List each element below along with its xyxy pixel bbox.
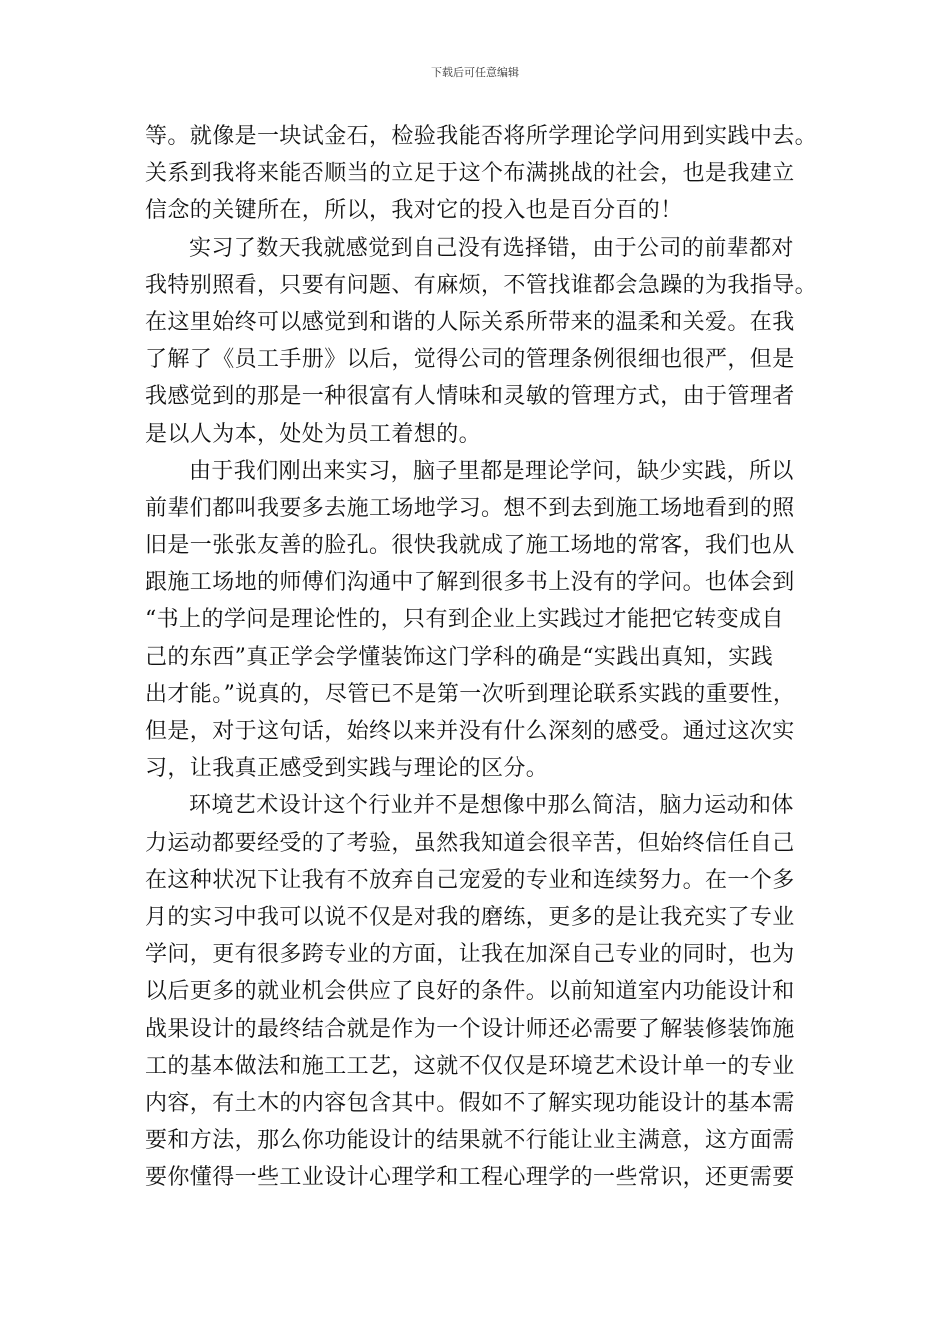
text-line: 工的基本做法和施工工艺，这就不仅仅是环境艺术设计单一的专业: [145, 1053, 795, 1079]
text-line: 是以人为本，处处为员工着想的。: [145, 421, 482, 447]
text-line: 但是，对于这句话，始终以来并没有什么深刻的感受。通过这次实: [145, 719, 795, 744]
text-line: 以后更多的就业机会供应了良好的条件。以前知道室内功能设计和: [145, 979, 795, 1005]
paragraph-start-line: 实习了数天我就感觉到自己没有选择错，由于公司的前辈都对: [189, 235, 794, 261]
text-line: 了解了《员工手册》以后，觉得公司的管理条例很细也很严，但是: [145, 347, 795, 373]
paragraph-start-line: 由于我们刚出来实习，脑子里都是理论学问，缺少实践，所以: [189, 458, 794, 484]
text-line: 己的东西”真正学会学懂装饰这门学科的确是“实践出真知，实践: [145, 644, 774, 670]
text-line: 要和方法，那么你功能设计的结果就不行能让业主满意，这方面需: [145, 1128, 795, 1154]
text-line: 出才能。”说真的，尽管已不是第一次听到理论联系实践的重要性，: [145, 681, 796, 707]
text-line: 在这种状况下让我有不放弃自己宠爱的专业和连续努力。在一个多: [145, 867, 795, 893]
text-line: 我感觉到的那是一种很富有人情味和灵敏的管理方式，由于管理者: [145, 384, 795, 410]
text-line: 我特别照看，只要有问题、有麻烦，不管找谁都会急躁的为我指导。: [145, 272, 818, 298]
text-line: 内容，有土木的内容包含其中。假如不了解实现功能设计的基本需: [145, 1090, 795, 1116]
text-line: “书上的学问是理论性的，只有到企业上实践过才能把它转变成自: [145, 607, 784, 633]
text-line: 旧是一张张友善的脸孔。很快我就成了施工场地的常客，我们也从: [145, 533, 795, 559]
text-line: 战果设计的最终结合就是作为一个设计师还必需要了解装修装饰施: [145, 1016, 795, 1042]
document-body: [145, 118, 818, 1196]
text-line: 信念的关键所在，所以，我对它的投入也是百分百的！: [145, 198, 683, 224]
text-line: 要你懂得一些工业设计心理学和工程心理学的一些常识，还更需要: [145, 1165, 795, 1191]
paragraph-start-line: 环境艺术设计这个行业并不是想像中那么简洁，脑力运动和体: [189, 793, 794, 819]
text-line: 等。就像是一块试金石，检验我能否将所学理论学问用到实践中去。: [145, 124, 818, 149]
text-line: 关系到我将来能否顺当的立足于这个布满挑战的社会，也是我建立: [145, 161, 795, 187]
text-line: 跟施工场地的师傅们沟通中了解到很多书上没有的学问。也体会到: [145, 570, 795, 596]
text-line: 在这里始终可以感觉到和谐的人际关系所带来的温柔和关爱。在我: [145, 309, 795, 335]
text-line: 学问，更有很多跨专业的方面，让我在加深自己专业的同时，也为: [145, 942, 795, 968]
text-line: 力运动都要经受的了考验，虽然我知道会很辛苦，但始终信任自己: [145, 830, 795, 856]
text-line: 月的实习中我可以说不仅是对我的磨练，更多的是让我充实了专业: [145, 904, 795, 930]
text-line: 前辈们都叫我要多去施工场地学习。想不到去到施工场地看到的照: [145, 495, 795, 521]
page-header: 下载后可任意编辑: [431, 66, 519, 79]
text-line: 习，让我真正感受到实践与理论的区分。: [145, 756, 549, 782]
